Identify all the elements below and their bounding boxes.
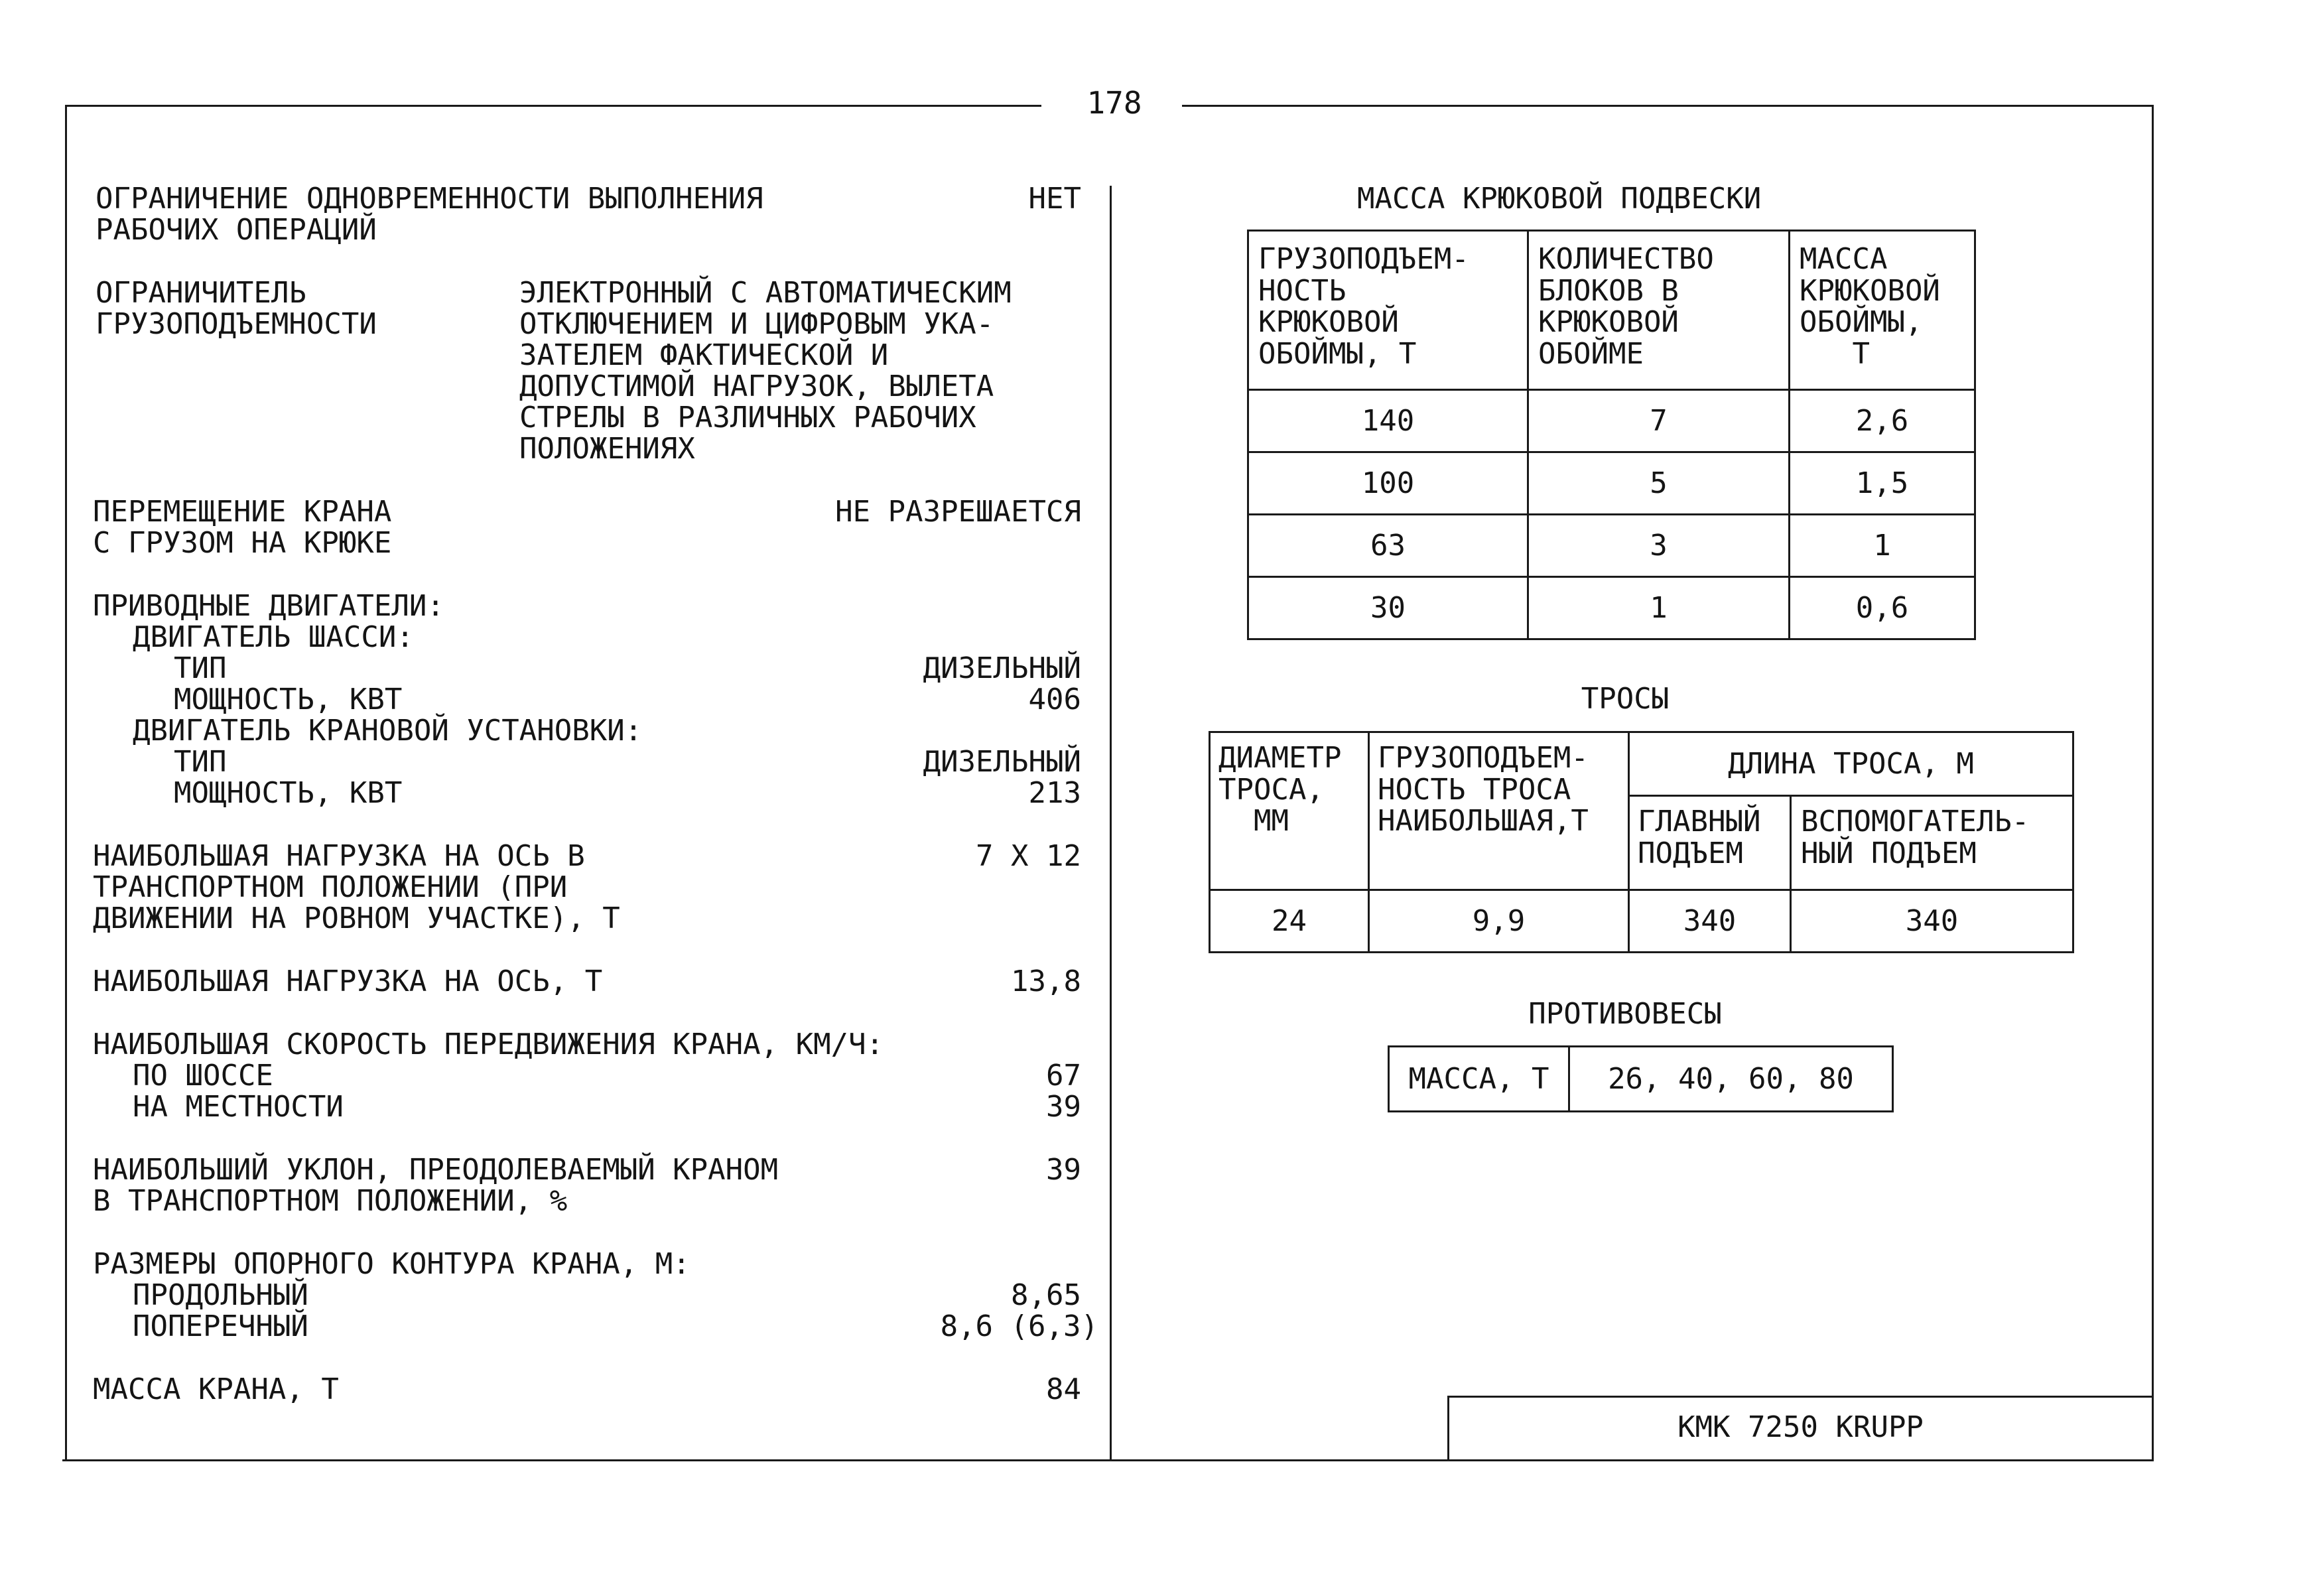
model-title: KMK 7250 KRUPP (1677, 1410, 1924, 1444)
hook-header-blocks: КОЛИЧЕСТВО БЛОКОВ В КРЮКОВОЙ ОБОЙМЕ (1528, 231, 1790, 390)
rope-header-aux-lift: ВСПОМОГАТЕЛЬ- НЫЙ ПОДЪЕМ (1791, 796, 2073, 890)
table-row (1248, 515, 1975, 577)
contour-long-label: ПРОДОЛЬНЫЙ (133, 1278, 308, 1312)
frame-top-right (1182, 105, 2153, 107)
hook-cell: 5 (1528, 452, 1790, 515)
crane-type-value: ДИЗЕЛЬНЫЙ (923, 745, 1081, 779)
limiter-label-2: ГРУЗОПОДЪЕМНОСТИ (96, 307, 377, 341)
crane-power-value: 213 (1028, 776, 1081, 810)
simultaneity-label-2: РАБОЧИХ ОПЕРАЦИЙ (96, 213, 377, 247)
crane-power-label: МОЩНОСТЬ, КВТ (174, 776, 403, 810)
axle-max-value: 13,8 (1011, 964, 1081, 998)
hook-cell: 1 (1790, 515, 1975, 577)
table-row (1248, 452, 1975, 515)
chassis-power-label: МОЩНОСТЬ, КВТ (174, 683, 403, 716)
speed-title: НАИБОЛЬШАЯ СКОРОСТЬ ПЕРЕДВИЖЕНИЯ КРАНА, КМ/Ч: (93, 1028, 884, 1061)
hook-cell: 100 (1248, 452, 1528, 515)
contour-cross-label: ПОПЕРЕЧНЫЙ (133, 1309, 308, 1343)
speed-highway-value: 67 (1046, 1059, 1081, 1093)
rope-cell: 9,9 (1369, 890, 1629, 953)
rope-header-diameter: ДИАМЕТР ТРОСА, ММ (1210, 732, 1369, 890)
model-box-top (1447, 1396, 2154, 1398)
hook-cell: 1 (1528, 577, 1790, 639)
movement-value: НЕ РАЗРЕШАЕТСЯ (835, 495, 1081, 529)
contour-title: РАЗМЕРЫ ОПОРНОГО КОНТУРА КРАНА, М: (93, 1247, 690, 1281)
chassis-type-value: ДИЗЕЛЬНЫЙ (923, 651, 1081, 685)
axle-max-label: НАИБОЛЬШАЯ НАГРУЗКА НА ОСЬ, Т (93, 964, 603, 998)
table-row (1248, 390, 1975, 452)
frame-right (2152, 105, 2154, 1461)
hook-cell: 7 (1528, 390, 1790, 452)
axle-transport-value: 7 Х 12 (976, 839, 1081, 873)
slope-label-2: В ТРАНСПОРТНОМ ПОЛОЖЕНИИ, % (93, 1184, 568, 1218)
speed-terrain-label: НА МЕСТНОСТИ (133, 1090, 344, 1124)
frame-left (65, 105, 67, 1461)
hook-cell: 63 (1248, 515, 1528, 577)
counterweights-value: 26, 40, 60, 80 (1569, 1047, 1893, 1112)
mass-label: МАССА КРАНА, Т (93, 1372, 339, 1406)
rope-cell: 340 (1629, 890, 1791, 953)
frame-bottom (62, 1459, 2154, 1461)
hook-table-title: МАССА КРЮКОВОЙ ПОДВЕСКИ (1357, 182, 1762, 216)
chassis-engine-title: ДВИГАТЕЛЬ ШАССИ: (133, 620, 414, 654)
frame-top-left (65, 105, 1041, 107)
simultaneity-label-1: ОГРАНИЧЕНИЕ ОДНОВРЕМЕННОСТИ ВЫПОЛНЕНИЯ (96, 182, 763, 216)
crane-engine-title: ДВИГАТЕЛЬ КРАНОВОЙ УСТАНОВКИ: (133, 714, 643, 748)
limiter-value-4: ДОПУСТИМОЙ НАГРУЗОК, ВЫЛЕТА (519, 369, 994, 403)
simultaneity-value: НЕТ (1028, 182, 1081, 216)
counterweights-table (1388, 1045, 1894, 1112)
movement-label-2: С ГРУЗОМ НА КРЮКЕ (93, 526, 392, 560)
chassis-power-value: 406 (1028, 683, 1081, 716)
rope-table (1209, 731, 2074, 953)
limiter-label-1: ОГРАНИЧИТЕЛЬ (96, 276, 306, 310)
axle-transport-label-3: ДВИЖЕНИИ НА РОВНОМ УЧАСТКЕ), Т (93, 901, 620, 935)
hook-header-mass: МАССА КРЮКОВОЙ ОБОЙМЫ, Т (1790, 231, 1975, 390)
hook-cell: 1,5 (1790, 452, 1975, 515)
mass-value: 84 (1046, 1372, 1081, 1406)
axle-transport-label-2: ТРАНСПОРТНОМ ПОЛОЖЕНИИ (ПРИ (93, 870, 568, 904)
counterweights-label: МАССА, Т (1389, 1047, 1569, 1112)
table-row (1248, 577, 1975, 639)
hook-cell: 2,6 (1790, 390, 1975, 452)
rope-header-capacity: ГРУЗОПОДЪЕМ- НОСТЬ ТРОСА НАИБОЛЬШАЯ,Т (1369, 732, 1629, 890)
slope-label-1: НАИБОЛЬШИЙ УКЛОН, ПРЕОДОЛЕВАЕМЫЙ КРАНОМ (93, 1153, 779, 1187)
hook-mass-table (1247, 230, 1976, 640)
hook-header-capacity: ГРУЗОПОДЪЕМ- НОСТЬ КРЮКОВОЙ ОБОЙМЫ, Т (1248, 231, 1528, 390)
contour-cross-value: 8,6 (6,3) (940, 1309, 1098, 1343)
hook-cell: 3 (1528, 515, 1790, 577)
hook-cell: 140 (1248, 390, 1528, 452)
rope-header-main-lift: ГЛАВНЫЙ ПОДЪЕМ (1629, 796, 1791, 890)
rope-cell: 340 (1791, 890, 2073, 953)
speed-highway-label: ПО ШОССЕ (133, 1059, 273, 1093)
crane-type-label: ТИП (174, 745, 227, 779)
limiter-value-6: ПОЛОЖЕНИЯХ (519, 432, 695, 466)
rope-cell: 24 (1210, 890, 1369, 953)
axle-transport-label-1: НАИБОЛЬШАЯ НАГРУЗКА НА ОСЬ В (93, 839, 585, 873)
contour-long-value: 8,65 (1011, 1278, 1081, 1312)
limiter-value-2: ОТКЛЮЧЕНИЕМ И ЦИФРОВЫМ УКА- (519, 307, 994, 341)
movement-label-1: ПЕРЕМЕЩЕНИЕ КРАНА (93, 495, 392, 529)
limiter-value-5: СТРЕЛЫ В РАЗЛИЧНЫХ РАБОЧИХ (519, 401, 976, 434)
limiter-value-1: ЭЛЕКТРОННЫЙ С АВТОМАТИЧЕСКИМ (519, 276, 1012, 310)
speed-terrain-value: 39 (1046, 1090, 1081, 1124)
slope-value: 39 (1046, 1153, 1081, 1187)
column-divider (1110, 186, 1112, 1461)
table-row (1210, 890, 2073, 953)
hook-cell: 30 (1248, 577, 1528, 639)
limiter-value-3: ЗАТЕЛЕМ ФАКТИЧЕСКОЙ И (519, 338, 889, 372)
rope-header-length: ДЛИНА ТРОСА, М (1629, 732, 2073, 796)
rope-table-title: ТРОСЫ (1581, 682, 1670, 716)
counterweights-title: ПРОТИВОВЕСЫ (1528, 997, 1722, 1031)
page-number: 178 (1086, 85, 1142, 121)
hook-cell: 0,6 (1790, 577, 1975, 639)
chassis-type-label: ТИП (174, 651, 227, 685)
engines-title: ПРИВОДНЫЕ ДВИГАТЕЛИ: (93, 589, 444, 623)
